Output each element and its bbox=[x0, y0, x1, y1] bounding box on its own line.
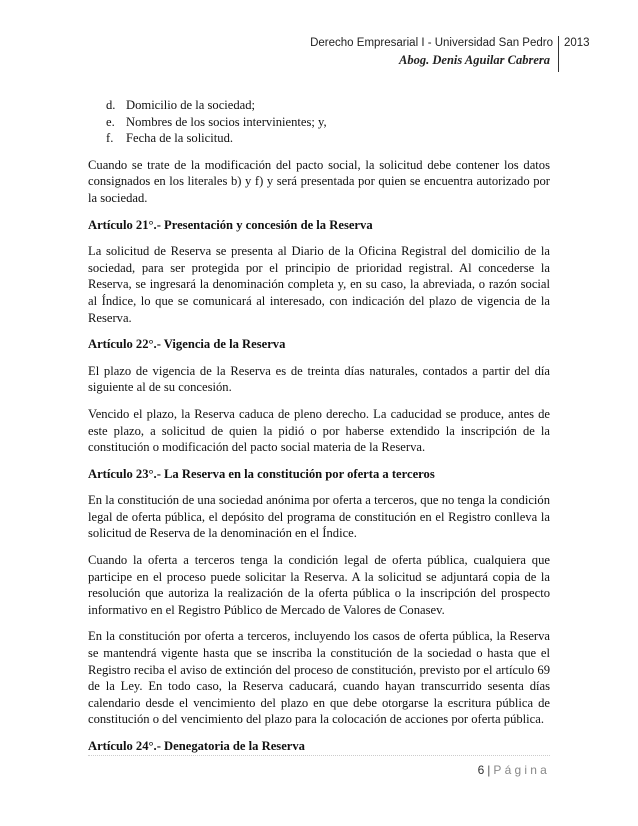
page-number: 6 bbox=[477, 763, 485, 777]
footer-separator: | bbox=[487, 763, 491, 777]
list-marker: d. bbox=[106, 98, 116, 112]
article-22-paragraph-1: El plazo de vigencia de la Reserva es de treinta días naturales, contados a partir del día siguiente al de su concesión. bbox=[88, 363, 550, 395]
list-item-text: Domicilio de la sociedad; bbox=[126, 98, 256, 112]
header-year: 2013 bbox=[564, 37, 590, 49]
list-marker: f. bbox=[106, 131, 114, 146]
page-label: Página bbox=[493, 763, 550, 777]
list-item bbox=[88, 130, 550, 147]
list-item bbox=[88, 114, 550, 131]
article-24-heading: Artículo 24°.- Denegatoria de la Reserva bbox=[88, 739, 305, 753]
article-23-heading: Artículo 23°.- La Reserva en la constitución por oferta a terceros bbox=[88, 466, 435, 481]
list-marker: e. bbox=[106, 114, 115, 129]
header-author: Abog. Denis Aguilar Cabrera bbox=[399, 53, 550, 67]
requirements-list bbox=[88, 97, 550, 147]
paragraph-modificacion: Cuando se trate de la modificación del pacto social, la solicitud debe contener los datos consignados en los literales b) y f) y será presentada por quien se encuentra autorizado por la sociedad. bbox=[88, 157, 550, 205]
article-23-paragraph-2: Cuando la oferta a terceros tenga la condición legal de oferta pública, cualquiera que participe en el proceso puede solicitar la Reserva. A la solicitud se adjuntará copia de la resolución que autoriza la realización de la oferta pública o la inscripción del prospecto informativo en el Registro Público de Mercado de Valores de Conasev. bbox=[88, 553, 550, 617]
header-course: Derecho Empresarial I - Universidad San Pedro bbox=[310, 37, 553, 49]
list-item-text: Fecha de la solicitud. bbox=[126, 131, 234, 146]
list-item-text: Nombres de los socios intervinientes; y, bbox=[126, 114, 327, 129]
article-21-heading: Artículo 21°.- Presentación y concesión de la Reserva bbox=[88, 217, 373, 232]
article-23-paragraph-1: En la constitución de una sociedad anónima por oferta a terceros, que no tenga la condición legal de oferta pública, el depósito del programa de constitución en el Registro conlleva la solicitud de Reserva de la denominación en el Índice. bbox=[88, 493, 550, 541]
list-item bbox=[88, 97, 550, 114]
article-21-paragraph: La solicitud de Reserva se presenta al Diario de la Oficina Registral del domicilio de la sociedad, para ser protegida por el principio de prioridad registral. Al concederse la Reserva, se ingresará la denominación completa y, en su caso, la abreviada, o razón social al Índice, lo que se comunicará al interesado, con indicación del plazo de vigencia de la Reserva. bbox=[88, 244, 550, 325]
article-22-paragraph-2: Vencido el plazo, la Reserva caduca de pleno derecho. La caducidad se produce, antes de este plazo, a solicitud de quien la pidió o por haberse extendido la inscripción de la constitución o modificación del pacto social materia de la Reserva. bbox=[88, 406, 550, 455]
page-footer bbox=[300, 763, 550, 777]
article-22-heading: Artículo 22°.- Vigencia de la Reserva bbox=[88, 337, 286, 352]
header-separator bbox=[558, 36, 559, 72]
article-23-paragraph-3: En la constitución por oferta a terceros, incluyendo los casos de oferta pública, la Reserva se mantendrá vigente hasta que se inscriba la constitución de la sociedad o hasta que el Registro reciba el aviso de extinción del proceso de constitución, previsto por el artículo 69 de la Ley. En todo caso, la Reserva caducará, cuando hayan transcurrido sesenta días calendario desde el vencimiento del plazo en que debe otorgarse la escritura pública de constitución o del vencimiento del plazo para la colocación de acciones por oferta pública. bbox=[88, 629, 550, 727]
footer-divider bbox=[88, 755, 550, 756]
page-content bbox=[88, 97, 550, 765]
